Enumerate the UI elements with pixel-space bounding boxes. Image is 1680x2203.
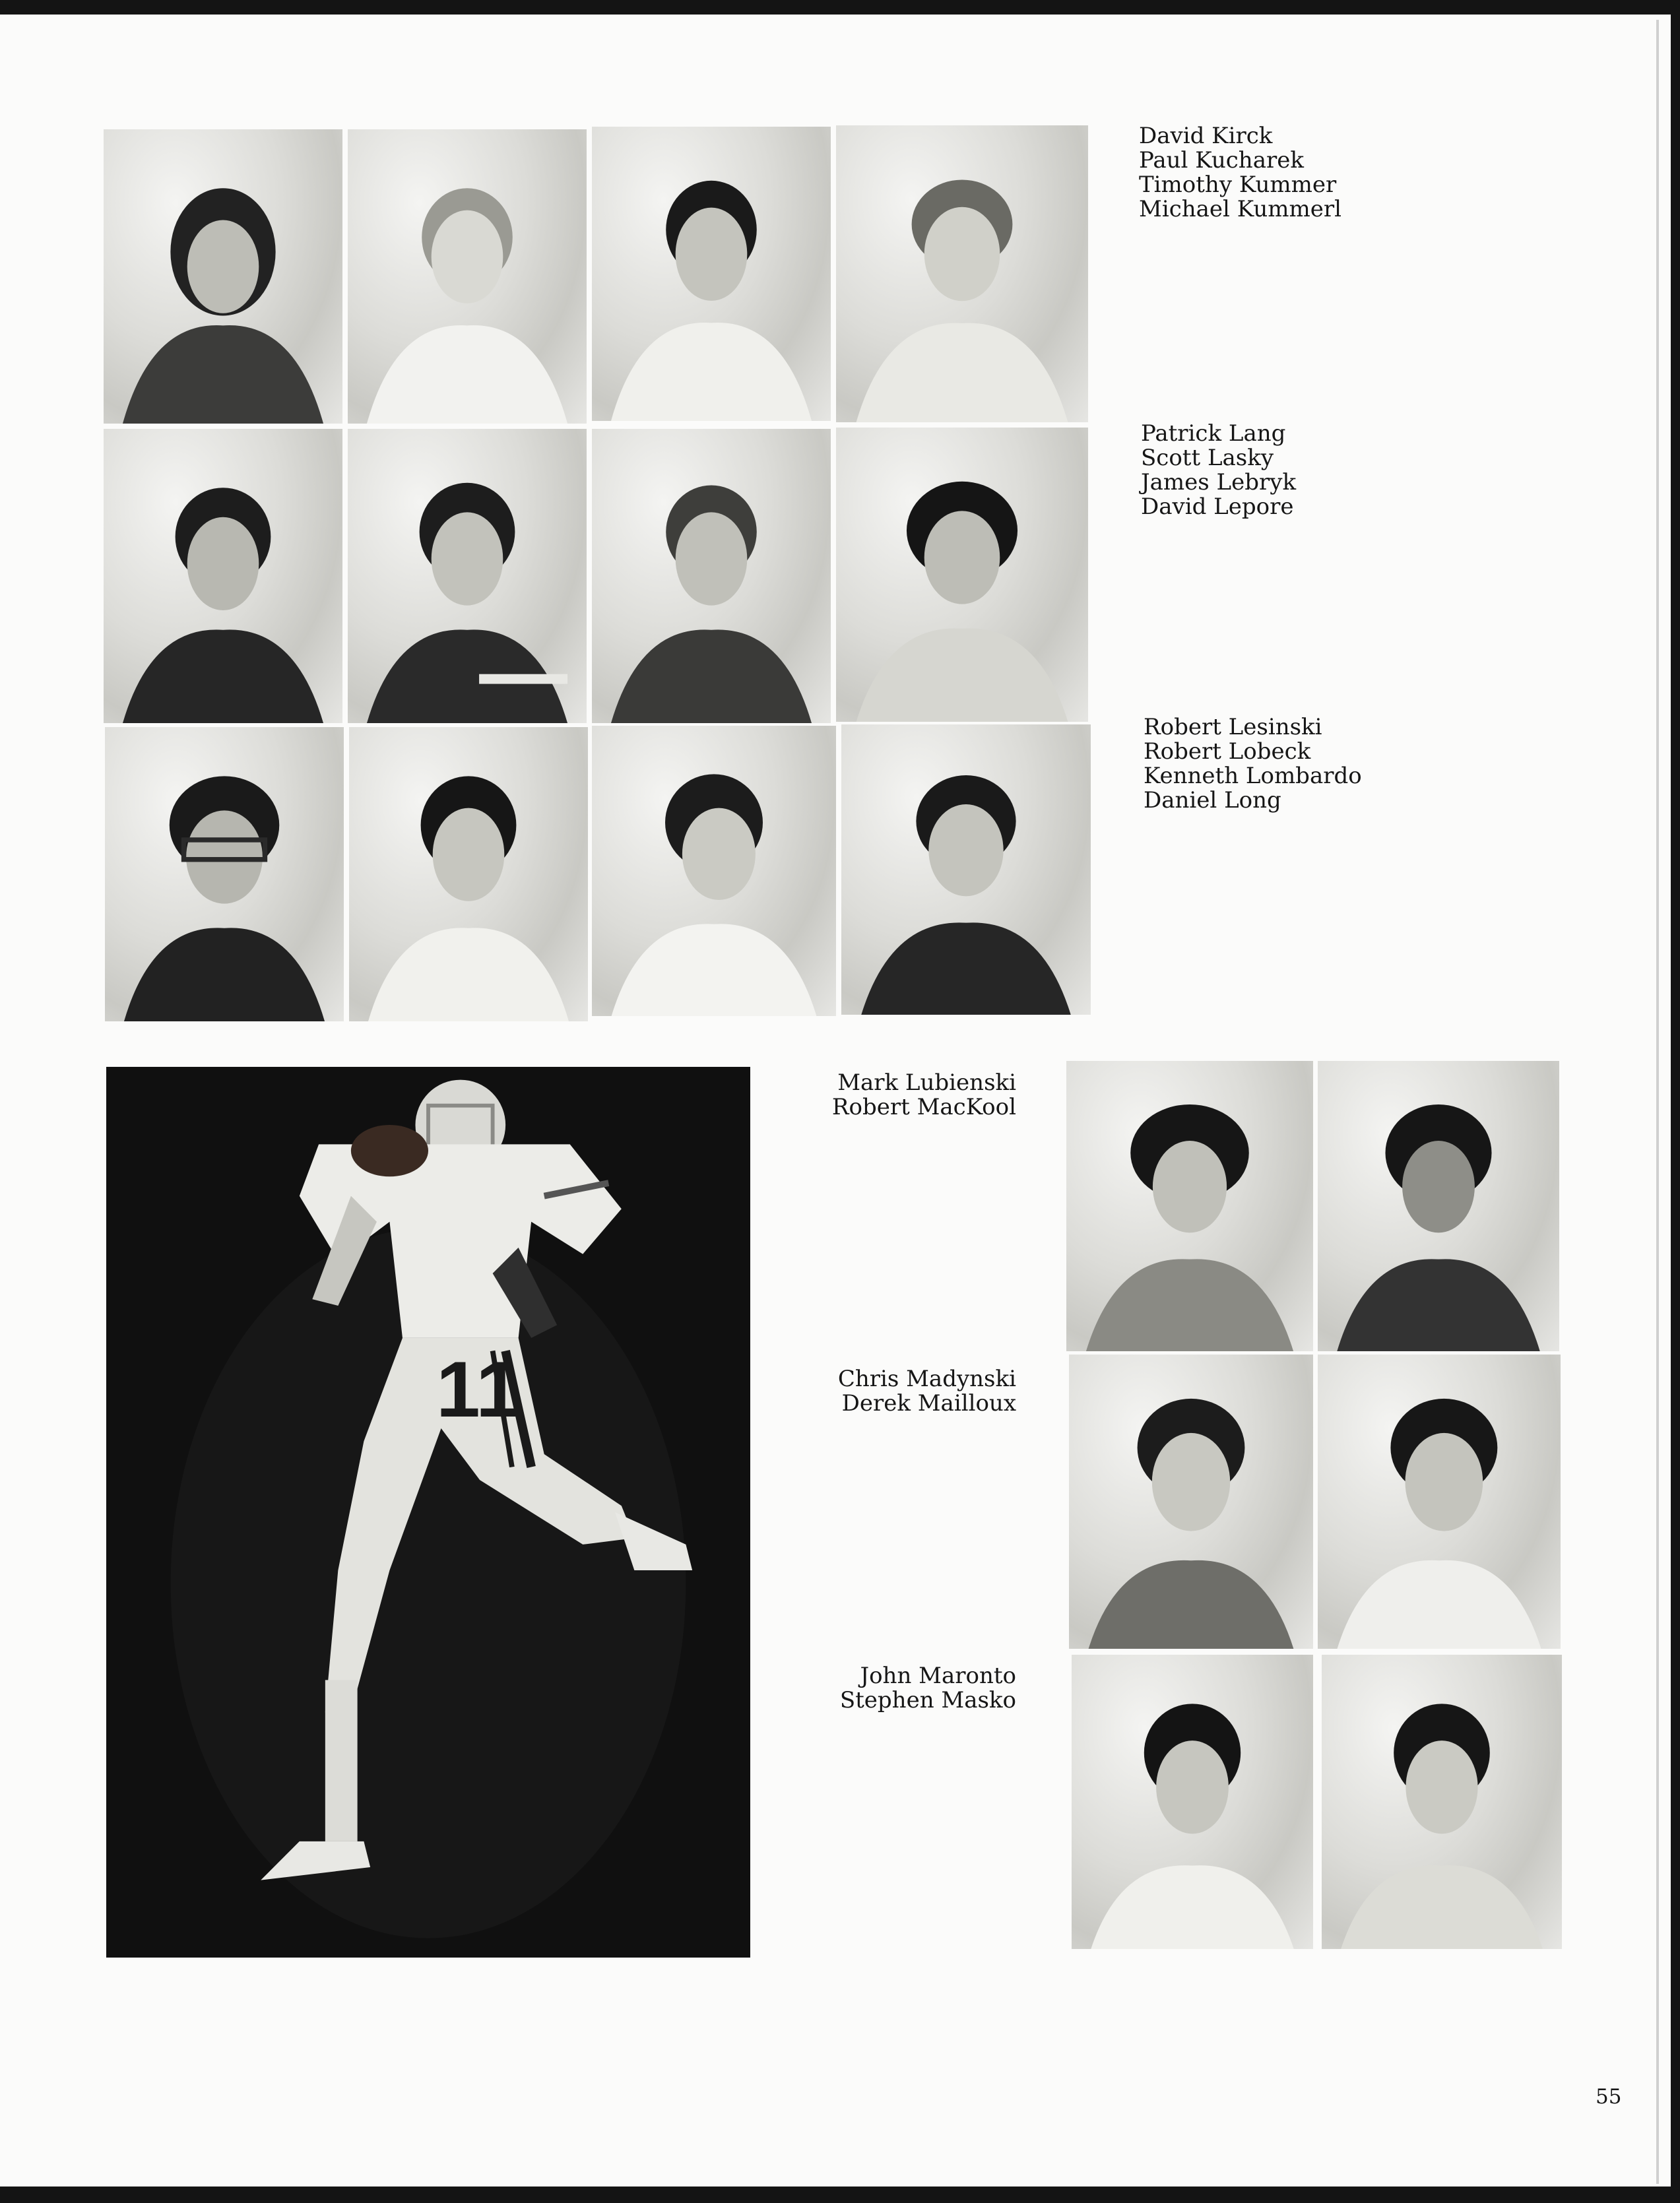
portrait-photo bbox=[1322, 1655, 1562, 1949]
portrait-photo bbox=[1069, 1355, 1313, 1649]
portrait-photo bbox=[104, 129, 342, 424]
student-name: Derek Mailloux bbox=[841, 1390, 1016, 1417]
page-number: 55 bbox=[1596, 2085, 1622, 2109]
student-name: Daniel Long bbox=[1144, 787, 1281, 814]
portrait-photo bbox=[592, 429, 831, 723]
student-name: David Lepore bbox=[1141, 494, 1294, 520]
portrait-photo bbox=[841, 724, 1091, 1015]
student-name: Robert Lobeck bbox=[1144, 738, 1311, 765]
football-action-photo bbox=[106, 1067, 750, 1958]
binding-edge bbox=[1656, 20, 1659, 2184]
caption-pair-2 bbox=[779, 1367, 1016, 1416]
student-name: Robert MacKool bbox=[831, 1094, 1016, 1120]
caption-row-2 bbox=[1141, 422, 1296, 519]
portrait-photo bbox=[836, 125, 1088, 422]
student-name: Kenneth Lombardo bbox=[1144, 763, 1362, 789]
portrait-photo bbox=[1318, 1061, 1559, 1351]
caption-pair-3 bbox=[779, 1664, 1016, 1713]
student-name: Chris Madynski bbox=[837, 1366, 1016, 1392]
student-name: Stephen Masko bbox=[839, 1687, 1016, 1713]
portrait-photo bbox=[592, 127, 831, 421]
student-name: Mark Lubienski bbox=[837, 1070, 1016, 1096]
student-name: Robert Lesinski bbox=[1144, 714, 1322, 740]
caption-row-1 bbox=[1139, 124, 1341, 222]
portrait-photo bbox=[104, 429, 342, 723]
student-name: Patrick Lang bbox=[1141, 420, 1286, 447]
caption-pair-1 bbox=[779, 1071, 1016, 1120]
jersey-number: 11 bbox=[436, 1345, 520, 1434]
student-name: Paul Kucharek bbox=[1139, 147, 1304, 174]
portrait-photo bbox=[1318, 1355, 1561, 1649]
portrait-photo bbox=[348, 429, 587, 723]
portrait-photo bbox=[348, 129, 587, 424]
student-name: David Kirck bbox=[1139, 123, 1273, 149]
portrait-photo bbox=[1066, 1061, 1313, 1351]
student-name: Timothy Kummer bbox=[1139, 172, 1337, 198]
student-name: James Lebryk bbox=[1141, 469, 1297, 495]
portrait-photo bbox=[592, 726, 836, 1016]
portrait-photo bbox=[1072, 1655, 1313, 1949]
student-name: Michael Kummerl bbox=[1139, 196, 1341, 222]
student-name: John Maronto bbox=[860, 1663, 1016, 1689]
student-name: Scott Lasky bbox=[1141, 445, 1274, 471]
portrait-photo bbox=[349, 727, 588, 1021]
portrait-photo bbox=[836, 428, 1088, 722]
portrait-photo bbox=[105, 727, 344, 1021]
caption-row-3 bbox=[1144, 715, 1362, 813]
